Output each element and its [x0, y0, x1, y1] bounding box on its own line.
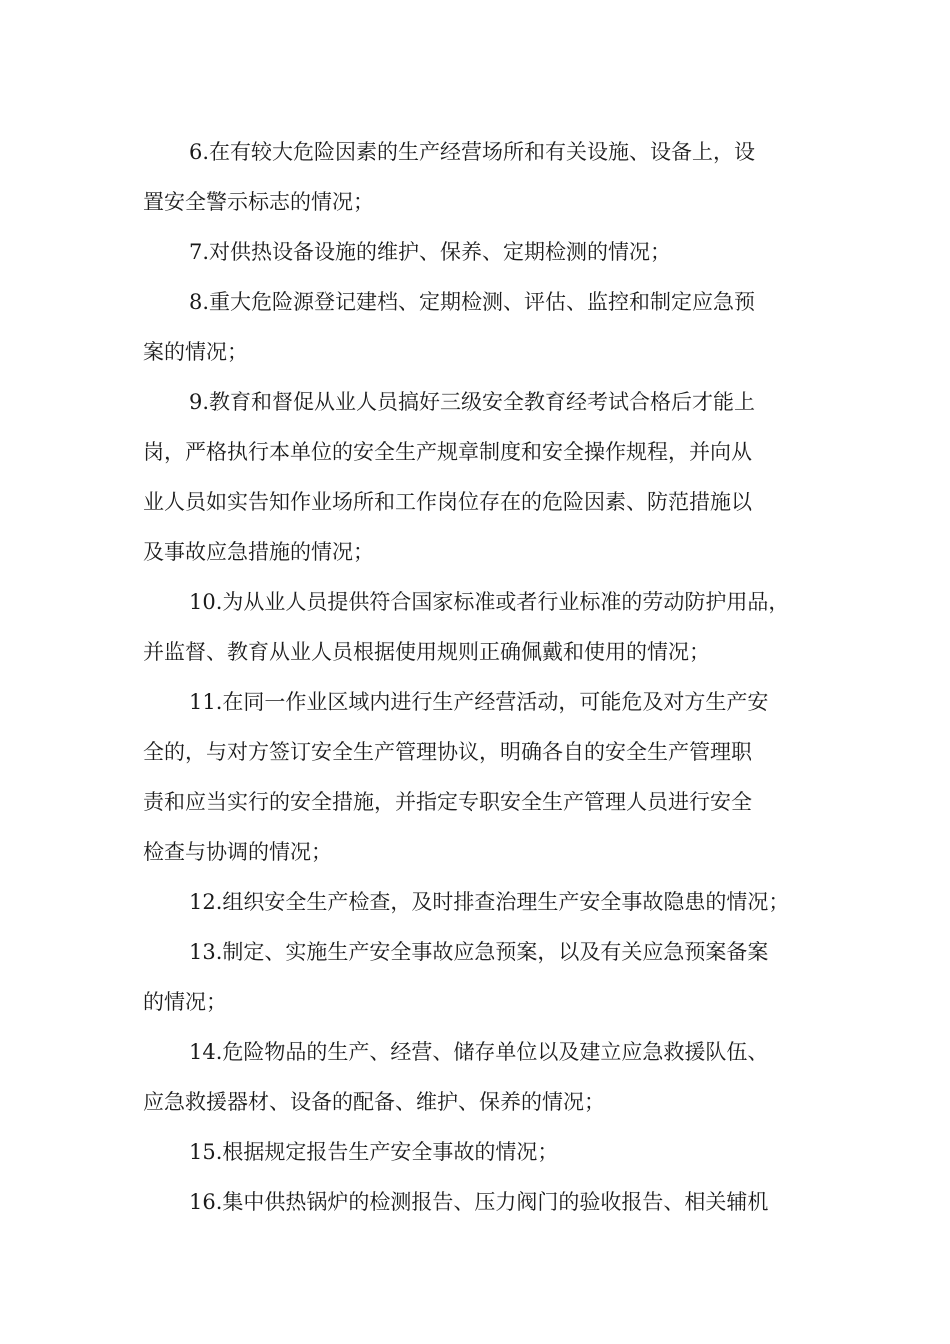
text-line: 全的，与对方签订安全生产管理协议，明确各自的安全生产管理职 — [143, 740, 752, 764]
text-line: 14.危险物品的生产、经营、储存单位以及建立应急救援队伍、 — [189, 1040, 769, 1064]
text-line: 责和应当实行的安全措施，并指定专职安全生产管理人员进行安全 — [143, 790, 752, 814]
text-line: 7.对供热设备设施的维护、保养、定期检测的情况； — [189, 240, 672, 264]
text-line: 9.教育和督促从业人员搞好三级安全教育经考试合格后才能上 — [189, 390, 756, 414]
text-line: 业人员如实告知作业场所和工作岗位存在的危险因素、防范措施以 — [143, 490, 752, 514]
text-line: 并监督、教育从业人员根据使用规则正确佩戴和使用的情况； — [143, 640, 710, 664]
text-line: 的情况； — [143, 990, 227, 1014]
text-line: 12.组织安全生产检查，及时排查治理生产安全事故隐患的情况； — [189, 890, 790, 914]
text-line: 6.在有较大危险因素的生产经营场所和有关设施、设备上，设 — [189, 140, 756, 164]
text-line: 置安全警示标志的情况； — [143, 190, 374, 214]
text-line: 10.为从业人员提供符合国家标准或者行业标准的劳动防护用品， — [189, 590, 790, 614]
text-line: 16.集中供热锅炉的检测报告、压力阀门的验收报告、相关辅机 — [189, 1190, 769, 1214]
document-body — [143, 127, 813, 1227]
text-line: 及事故应急措施的情况； — [143, 540, 374, 564]
text-line: 13.制定、实施生产安全事故应急预案，以及有关应急预案备案 — [189, 940, 769, 964]
text-line: 检查与协调的情况； — [143, 840, 332, 864]
text-line: 岗，严格执行本单位的安全生产规章制度和安全操作规程，并向从 — [143, 440, 752, 464]
text-line: 8.重大危险源登记建档、定期检测、评估、监控和制定应急预 — [189, 290, 756, 314]
text-line: 11.在同一作业区域内进行生产经营活动，可能危及对方生产安 — [189, 690, 769, 714]
text-line: 15.根据规定报告生产安全事故的情况； — [189, 1140, 559, 1164]
text-line: 应急救援器材、设备的配备、维护、保养的情况； — [143, 1090, 605, 1114]
text-line: 案的情况； — [143, 340, 248, 364]
